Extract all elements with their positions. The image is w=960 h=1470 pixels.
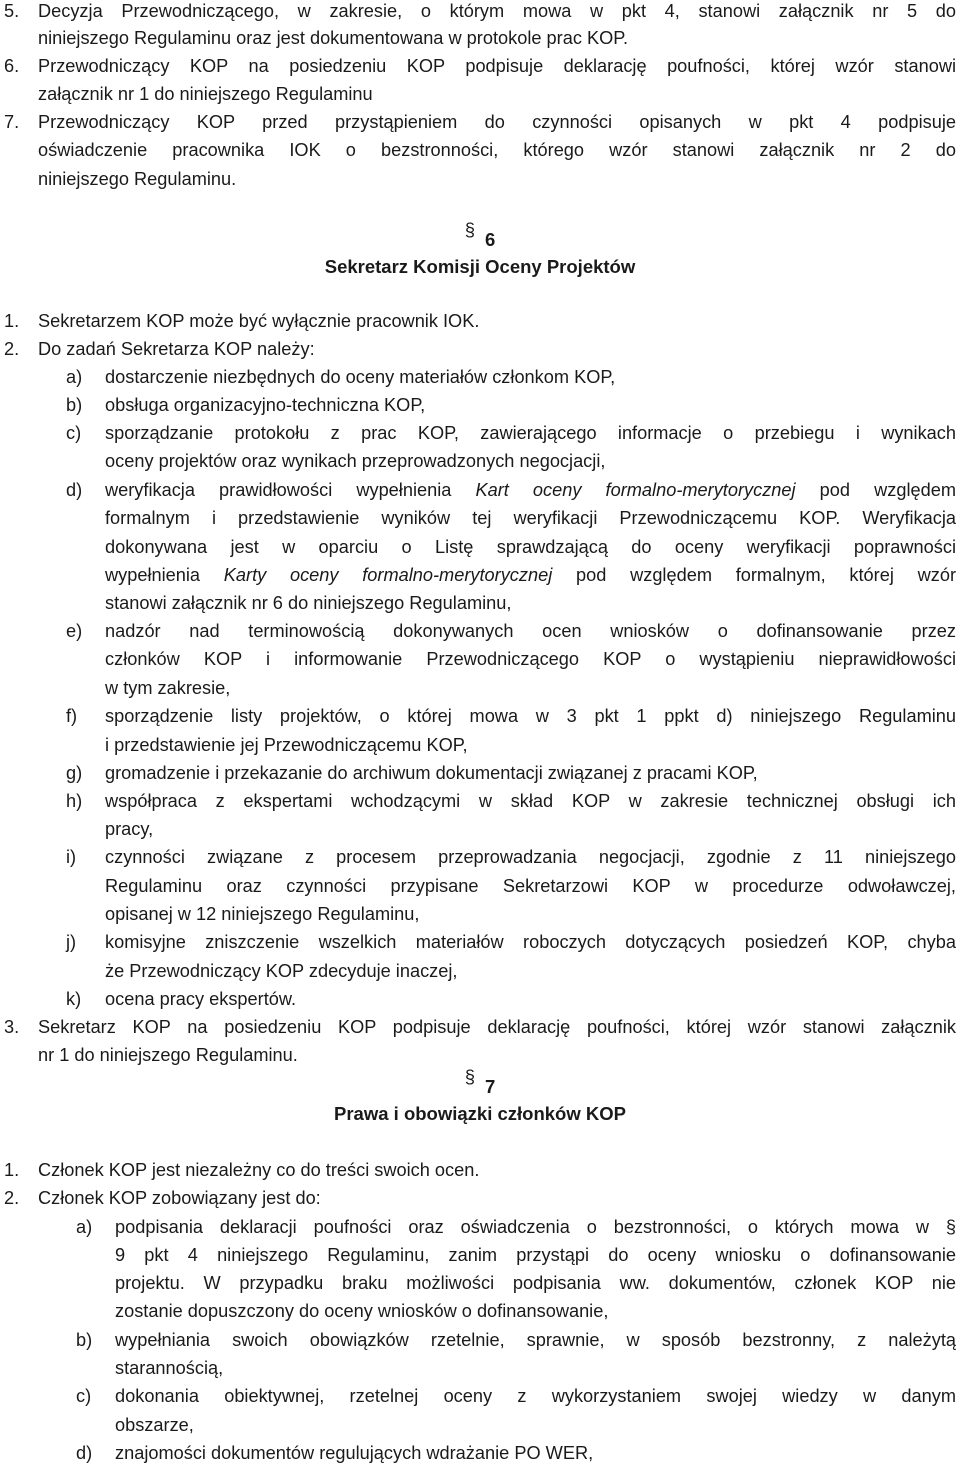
item-text: oceny projektów oraz wynikach przeprowadzonych negocjacji, <box>105 451 606 471</box>
sec7-section-title: Prawa i obowiązki członków KOP <box>334 1103 626 1124</box>
sec7-section-number <box>0 1066 960 1098</box>
section-symbol: § <box>464 219 475 240</box>
paragraph-text: Do zadań Sekretarza KOP należy: <box>38 339 315 359</box>
item-text: obszarze, <box>115 1415 194 1435</box>
paragraph-text: Przewodniczący KOP na posiedzeniu KOP podpisuje deklarację poufności, której wzór stanowi <box>38 56 956 76</box>
item-text: stanowi załącznik nr 6 do niniejszego Regulaminu, <box>105 593 512 613</box>
item-letter: j) <box>66 932 77 952</box>
item-text: nadzór nad terminowością dokonywanych ocen wniosków o dofinansowanie przez <box>105 621 956 641</box>
item-letter: i) <box>66 847 77 867</box>
item-text: wypełniania swoich obowiązków rzetelnie, sprawnie, w sposób bezstronny, z należytą <box>115 1330 956 1350</box>
item-text: obsługa organizacyjno-techniczna KOP, <box>105 395 426 415</box>
item-text: weryfikacja prawidłowości wypełnienia Kart oceny formalno-merytorycznej pod względem <box>105 480 956 500</box>
item-text: że Przewodniczący KOP zdecyduje inaczej, <box>105 961 458 981</box>
item-text: czynności związane z procesem przeprowadzania negocjacji, zgodnie z 11 niniejszego <box>105 847 956 867</box>
item-text: współpraca z ekspertami wchodzącymi w skład KOP w zakresie technicznej obsługi ich <box>105 791 956 811</box>
section-num: 6 <box>485 229 496 250</box>
item-letter: a) <box>66 367 83 387</box>
item-number: 3. <box>4 1017 20 1037</box>
paragraph-text: nr 1 do niniejszego Regulaminu. <box>38 1045 298 1065</box>
item-number: 7. <box>4 112 20 132</box>
item-text: i przedstawienie jej Przewodniczącemu KOP, <box>105 735 468 755</box>
item-letter: k) <box>66 989 82 1009</box>
paragraph-text: Członek KOP jest niezależny co do treści swoich ocen. <box>38 1160 480 1180</box>
paragraph-text: niniejszego Regulaminu oraz jest dokumentowana w protokole prac KOP. <box>38 28 629 48</box>
item-text: komisyjne zniszczenie wszelkich materiałów roboczych dotyczących posiedzeń KOP, chyba <box>105 932 956 952</box>
item-text: znajomości dokumentów regulujących wdrażanie PO WER, <box>115 1443 594 1463</box>
item-text: wypełnienia Karty oceny formalno-merytorycznej pod względem formalnym, której wzór <box>105 565 956 585</box>
item-number: 6. <box>4 56 20 76</box>
item-text: zostanie dopuszczony do oceny wniosków o dofinansowanie, <box>115 1301 609 1321</box>
item-letter: f) <box>66 706 78 726</box>
item-text: formalnym i przedstawienie wyników tej weryfikacji Przewodniczącemu KOP. Weryfikacja <box>105 508 956 528</box>
item-number: 1. <box>4 1160 20 1180</box>
item-letter: h) <box>66 791 83 811</box>
item-letter: d) <box>76 1443 93 1463</box>
section-symbol: § <box>464 1066 475 1087</box>
paragraph-text: Sekretarzem KOP może być wyłącznie pracownik IOK. <box>38 311 480 331</box>
item-letter: c) <box>66 423 82 443</box>
item-text: ocena pracy ekspertów. <box>105 989 297 1009</box>
item-letter: a) <box>76 1217 93 1237</box>
item-number: 5. <box>4 1 20 21</box>
paragraph-text: Decyzja Przewodniczącego, w zakresie, o którym mowa w pkt 4, stanowi załącznik nr 5 do <box>38 1 956 21</box>
item-text: starannością, <box>115 1358 224 1378</box>
paragraph-text: Sekretarz KOP na posiedzeniu KOP podpisuje deklarację poufności, której wzór stanowi załącznik <box>38 1017 956 1037</box>
item-text: pracy, <box>105 819 154 839</box>
sec6-section-title: Sekretarz Komisji Oceny Projektów <box>324 256 636 277</box>
item-number: 2. <box>4 339 20 359</box>
item-number: 2. <box>4 1188 20 1208</box>
item-number: 1. <box>4 311 20 331</box>
item-text: członków KOP i informowanie Przewodniczącego KOP o wystąpieniu nieprawidłowości <box>105 649 956 669</box>
paragraph-text: załącznik nr 1 do niniejszego Regulaminu <box>38 84 373 104</box>
sec6-section-number <box>0 219 960 251</box>
paragraph-text: oświadczenie pracownika IOK o bezstronności, którego wzór stanowi załącznik nr 2 do <box>38 140 956 160</box>
item-text: Regulaminu oraz czynności przypisane Sekretarzowi KOP w procedurze odwoławczej, <box>105 876 956 896</box>
item-text: opisanej w 12 niniejszego Regulaminu, <box>105 904 420 924</box>
item-text: dostarczenie niezbędnych do oceny materiałów członkom KOP, <box>105 367 616 387</box>
item-letter: b) <box>76 1330 93 1350</box>
item-text: sporządzanie protokołu z prac KOP, zawierającego informacje o przebiegu i wynikach <box>105 423 956 443</box>
item-letter: c) <box>76 1386 92 1406</box>
paragraph-text: Członek KOP zobowiązany jest do: <box>38 1188 321 1208</box>
item-text: dokonywana jest w oparciu o Listę sprawdzającą do oceny weryfikacji poprawności <box>105 537 956 557</box>
item-text: gromadzenie i przekazanie do archiwum dokumentacji związanej z pracami KOP, <box>105 763 758 783</box>
item-letter: b) <box>66 395 83 415</box>
section-num: 7 <box>485 1076 496 1097</box>
paragraph-text: niniejszego Regulaminu. <box>38 169 237 189</box>
item-text: podpisania deklaracji poufności oraz oświadczenia o bezstronności, o których mowa w § <box>115 1217 956 1237</box>
item-text: sporządzenie listy projektów, o której mowa w 3 pkt 1 ppkt d) niniejszego Regulaminu <box>105 706 956 726</box>
item-letter: e) <box>66 621 83 641</box>
item-letter: g) <box>66 763 83 783</box>
item-text: projektu. W przypadku braku możliwości podpisania ww. dokumentów, członek KOP nie <box>115 1273 956 1293</box>
item-text: w tym zakresie, <box>105 678 231 698</box>
item-text: 9 pkt 4 niniejszego Regulaminu, zanim przystąpi do oceny wniosku o dofinansowanie <box>115 1245 956 1265</box>
item-letter: d) <box>66 480 83 500</box>
item-text: dokonania obiektywnej, rzetelnej oceny z wykorzystaniem swojej wiedzy w danym <box>115 1386 956 1406</box>
paragraph-text: Przewodniczący KOP przed przystąpieniem do czynności opisanych w pkt 4 podpisuje <box>38 112 956 132</box>
